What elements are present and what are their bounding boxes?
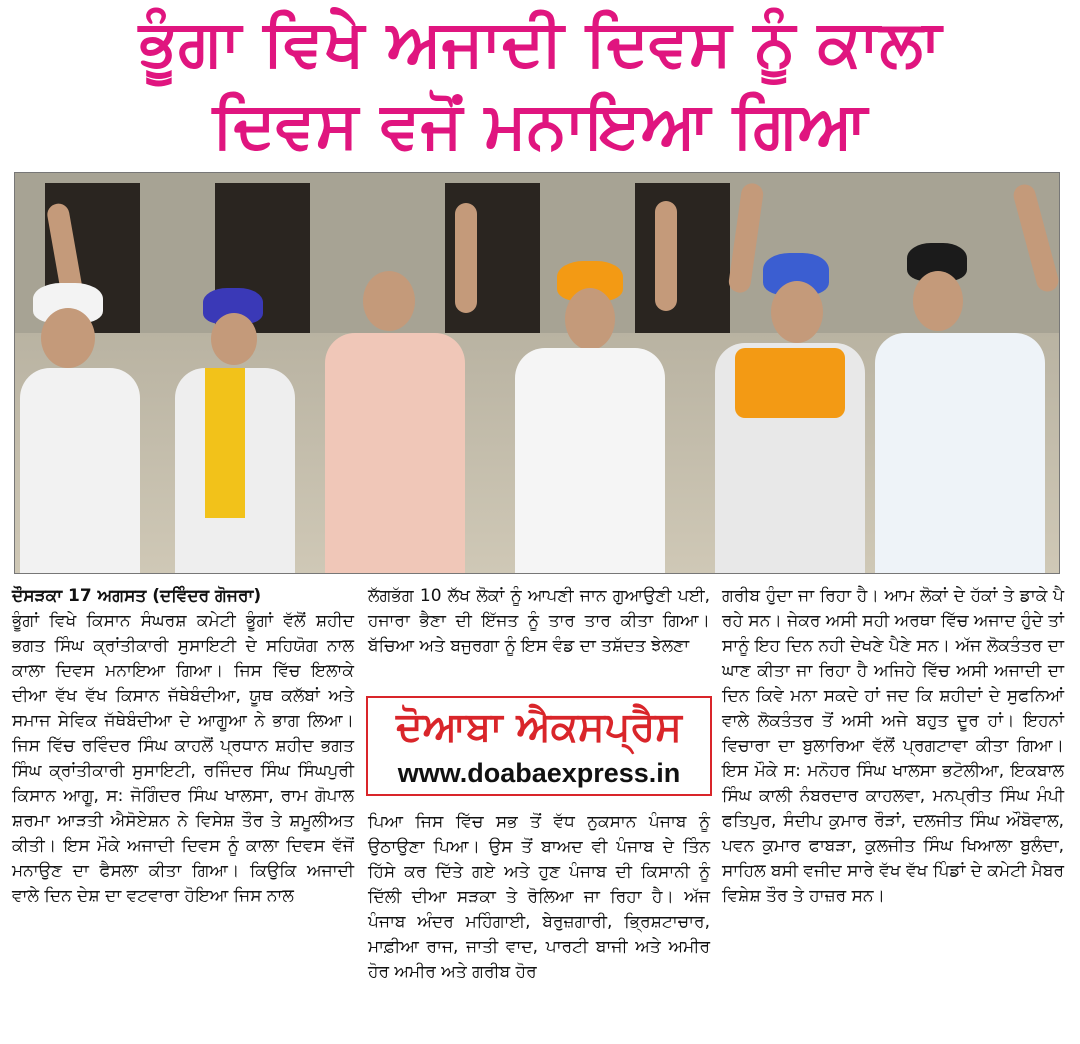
article-paragraph: ਗਰੀਬ ਹੁੰਦਾ ਜਾ ਰਿਹਾ ਹੈ। ਆਮ ਲੋਕਾਂ ਦੇ ਹੱਕਾਂ ਤੇ ਡਾਕੇ ਪੈ ਰਹੇ ਸਨ। ਜੇਕਰ ਅਸੀ ਸਹੀ ਅਰਥਾ ਵਿੱਚ ਅਜਾਦ ਹੁੰਦੇ ਤਾਂ ਸਾਨੂੰ ਇਹ ਦਿਨ ਨਹੀ ਦੇਖਣੇ ਪੈਣੇ ਸਨ। ਅੱਜ ਲੋਕਤੰਤਰ ਦਾ ਘਾਣ ਕੀਤਾ ਜਾ ਰਿਹਾ ਹੈ ਅਜਿਹੇ ਵਿੱਚ ਅਸੀ ਅਜਾਦੀ ਦਾ ਦਿਨ ਕਿਵੇ ਮਨਾ ਸਕਦੇ ਹਾਂ ਜਦ ਕਿ ਸ਼ਹੀਦਾਂ ਦੇ ਸੁਫਨਿਆਂ ਵਾਲੇ ਲੋਕਤੰਤਰ ਤੋਂ ਅਸੀ ਅਜੇ ਬਹੁਤ ਦੂਰ ਹਾਂ। ਇਹਨਾਂ ਵਿਚਾਰਾ ਦਾ ਬੁਲਾਰਿਆ ਵੱਲੋਂ ਪ੍ਰਗਟਾਵਾ ਕੀਤਾ ਗਿਆ। ਇਸ ਮੌਕੇ ਸ: ਮਨੋਹਰ ਸਿੰਘ ਖਾਲਸਾ ਭਟੋਲੀਆ, ਇਕਬਾਲ ਸਿੰਘ ਕਾਲੀ ਨੰਬਰਦਾਰ ਕਾਹਲਵਾ, ਮਨਪ੍ਰੀਤ ਸਿੰਘ ਮੰਪੀ ਫਤਿਪੁਰ, ਸੰਦੀਪ ਕੁਮਾਰ ਰੌੜਾਂ, ਦਲਜੀਤ ਸਿੰਘ ਔਬੋਵਾਲ, ਪਵਨ ਕੁਮਾਰ ਫਾਬੜਾ, ਕੁਲਜੀਤ ਸਿੰਘ ਖਿਆਲਾ ਬੁਲੰਦਾ, ਸਾਹਿਲ ਬਸੀ ਵਜੀਦ ਸਾਰੇ ਵੱਖ ਵੱਖ ਪਿੰਡਾਂ ਦੇ ਕਮੇਟੀ ਮੈਬਰ ਵਿਸ਼ੇਸ਼ ਤੌਰ ਤੇ ਹਾਜ਼ਰ ਸਨ। [722,586,1064,906]
person-head [565,288,615,350]
person-head [771,281,823,343]
brand-box [366,696,712,796]
article-column-2 [368,584,710,659]
orange-scarf [735,348,845,418]
article-column-3 [722,584,1064,909]
person-body [325,333,465,573]
article-column-1 [12,584,354,909]
article-dateline: ਦੌਸੜਕਾ 17 ਅਗਸਤ (ਦਵਿੰਦਰ ਗੋਜਰਾ) [12,586,262,606]
person-body [515,348,665,573]
brand-url[interactable]: www.doabaexpress.in [397,758,681,788]
person-head [211,313,257,365]
person-body [875,333,1045,573]
headline-line-2: ਦਿਵਸ ਵਜੋਂ ਮਨਾਇਆ ਗਿਆ [212,89,868,163]
person-head [41,308,95,368]
person-head [363,271,415,331]
article-paragraph: ਪਿਆ ਜਿਸ ਵਿੱਚ ਸਭ ਤੋਂ ਵੱਧ ਨੁਕਸਾਨ ਪੰਜਾਬ ਨੂੰ ਉਠਾਉਣਾ ਪਿਆ। ਉਸ ਤੋਂ ਬਾਅਦ ਵੀ ਪੰਜਾਬ ਦੇ ਤਿੰਨ ਹਿੱਸੇ ਕਰ ਦਿੱਤੇ ਗਏ ਅਤੇ ਹੁਣ ਪੰਜਾਬ ਦੀ ਕਿਸਾਨੀ ਨੂੰ ਦਿੱਲੀ ਦੀਆ ਸੜਕਾ ਤੇ ਰੋਲਿਆ ਜਾ ਰਿਹਾ ਹੈ। ਅੱਜ ਪੰਜਾਬ ਅੰਦਰ ਮਹਿੰਗਾਈ, ਬੇਰੁਜ਼ਗਾਰੀ, ਭ੍ਰਿਸ਼ਟਾਚਾਰ, ਮਾਫ਼ੀਆ ਰਾਜ, ਜਾਤੀ ਵਾਦ, ਪਾਰਟੀ ਬਾਜੀ ਅਤੇ ਅਮੀਰ ਹੋਰ ਅਮੀਰ ਅਤੇ ਗਰੀਬ ਹੋਰ [368,812,710,982]
headline [0,0,1080,168]
raised-arm [655,201,677,311]
raised-arm [455,203,477,313]
person-head [913,271,963,331]
yellow-scarf [205,368,245,518]
group-photo [14,172,1060,574]
photo-door [635,183,730,333]
headline-line-1: ਭੂੰਗਾ ਵਿਖੇ ਅਜਾਦੀ ਦਿਵਸ ਨੂੰ ਕਾਲਾ [138,7,942,81]
article-paragraph: ਭੂੰਗਾਂ ਵਿਖੇ ਕਿਸਾਨ ਸੰਘਰਸ਼ ਕਮੇਟੀ ਭੂੰਗਾਂ ਵੱਲੋਂ ਸ਼ਹੀਦ ਭਗਤ ਸਿੰਘ ਕ੍ਰਾਂਤੀਕਾਰੀ ਸੁਸਾਇਟੀ ਦੇ ਸਹਿਯੋਗ ਨਾਲ ਕਾਲਾ ਦਿਵਸ ਮਨਾਇਆ ਗਿਆ। ਜਿਸ ਵਿੱਚ ਇਲਾਕੇ ਦੀਆ ਵੱਖ ਵੱਖ ਕਿਸਾਨ ਜੱਥੇਬੰਦੀਆ, ਯੂਥ ਕਲੱਬਾਂ ਅਤੇ ਸਮਾਜ ਸੇਵਿਕ ਜੱਥੇਬੰਦੀਆ ਦੇ ਆਗੂਆ ਨੇ ਭਾਗ ਲਿਆ। ਜਿਸ ਵਿੱਚ ਰਵਿੰਦਰ ਸਿੰਘ ਕਾਹਲੋਂ ਪ੍ਰਧਾਨ ਸ਼ਹੀਦ ਭਗਤ ਸਿੰਘ ਕ੍ਰਾਂਤੀਕਾਰੀ ਸੁਸਾਇਟੀ, ਰਜਿੰਦਰ ਸਿੰਘ ਸਿੰਘਪੁਰੀ ਕਿਸਾਨ ਆਗੂ, ਸ: ਜੋਗਿੰਦਰ ਸਿੰਘ ਖਾਲਸਾ, ਰਾਮ ਗੋਪਾਲ ਸ਼ਰਮਾ ਆੜਤੀ ਐਸੋਏਸ਼ਨ ਨੇ ਵਿਸੇਸ਼ ਤੌਰ ਤੇ ਸ਼ਮੂਲੀਅਤ ਕੀਤੀ। ਇਸ ਮੌਕੇ ਅਜਾਦੀ ਦਿਵਸ ਨੂੰ ਕਾਲਾ ਦਿਵਸ ਵੱਜੋਂ ਮਨਾਉਣ ਦਾ ਫੈਸਲਾ ਕੀਤਾ ਗਿਆ। ਕਿਉਕਿ ਅਜਾਦੀ ਵਾਲੇ ਦਿਨ ਦੇਸ਼ ਦਾ ਵਟਵਾਰਾ ਹੋਇਆ ਜਿਸ ਨਾਲ [12,611,354,906]
person-body [20,368,140,573]
article-column-2-continued [368,810,710,985]
article-paragraph: ਲੱਗਭੱਗ 10 ਲੱਖ ਲੋਕਾਂ ਨੂੰ ਆਪਣੀ ਜਾਨ ਗੁਆਉਣੀ ਪਈ, ਹਜਾਰਾ ਭੈਣਾ ਦੀ ਇੱਜਤ ਨੂੰ ਤਾਰ ਤਾਰ ਕੀਤਾ ਗਿਆ। ਬੱਚਿਆ ਅਤੇ ਬਜੁਰਗਾ ਨੂੰ ਇਸ ਵੰਡ ਦਾ ਤਸ਼ੱਦਤ ਝੇਲਣਾ [368,586,710,656]
brand-name: ਦੋਆਬਾ ਐਕਸਪ੍ਰੈਸ [396,704,682,750]
